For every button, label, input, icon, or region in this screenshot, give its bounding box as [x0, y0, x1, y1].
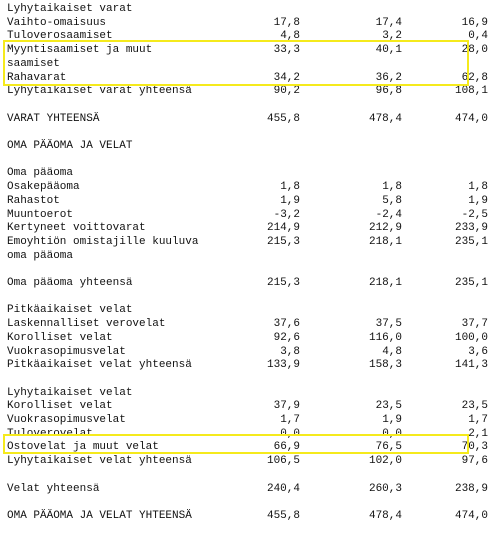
row-label: Osakepääoma: [7, 181, 80, 194]
value-cell: 1,7: [280, 414, 300, 426]
table-row: [0, 469, 495, 482]
value-cell: 0,0: [382, 427, 402, 440]
value-cell: 37,7: [461, 318, 488, 331]
value-cell: 1,9: [382, 414, 402, 426]
row-label: saamiset: [7, 57, 60, 70]
table-row: [0, 99, 495, 112]
value-cell: 33,3: [273, 44, 300, 57]
row-label: Kertyneet voittovarat: [7, 222, 146, 235]
value-cell: 215,3: [266, 235, 300, 248]
table-row: [0, 496, 495, 509]
value-cell: -2,5: [461, 208, 488, 221]
table-row: [0, 17, 495, 30]
value-cell: 37,6: [273, 318, 300, 331]
value-cell: 92,6: [273, 331, 300, 344]
value-cell: 235,1: [454, 277, 488, 289]
table-row: [0, 373, 495, 386]
value-cell: 1,8: [382, 181, 402, 194]
table-row: [0, 359, 495, 372]
table-row: [0, 250, 495, 263]
value-cell: 0,0: [280, 427, 300, 440]
table-row: [0, 318, 495, 331]
value-cell: 2,1: [468, 427, 488, 440]
value-cell: 40,1: [375, 44, 402, 57]
row-label: Lyhytaikaiset velat: [7, 386, 133, 399]
value-cell: 106,5: [266, 455, 300, 468]
value-cell: 212,9: [368, 222, 402, 235]
table-row: [0, 387, 495, 400]
row-label: Tuloverovelat: [7, 427, 93, 440]
table-row: [0, 414, 495, 427]
value-cell: 478,4: [368, 509, 402, 522]
row-label: Rahavarat: [7, 71, 67, 84]
value-cell: 4,8: [382, 345, 402, 358]
row-label: Oma pääoma yhteensä: [7, 277, 133, 289]
value-cell: 1,7: [468, 414, 488, 426]
row-label: Lyhytaikaiset varat: [7, 3, 133, 15]
row-label: Pitkäaikaiset velat yhteensä: [7, 359, 192, 372]
row-label: Lyhytaikaiset velat yhteensä: [7, 455, 192, 468]
table-row: [0, 304, 495, 317]
value-cell: 1,8: [468, 181, 488, 194]
row-label: VARAT YHTEENSÄ: [7, 112, 100, 125]
value-cell: 17,8: [273, 16, 300, 29]
row-label: Rahastot: [7, 194, 60, 207]
value-cell: 1,9: [468, 194, 488, 207]
value-cell: 16,9: [461, 16, 488, 29]
value-cell: 37,9: [273, 400, 300, 413]
value-cell: 5,8: [382, 194, 402, 207]
row-label: Vuokrasopimusvelat: [7, 345, 126, 358]
row-label: Korolliset velat: [7, 331, 113, 344]
value-cell: 238,9: [454, 482, 488, 495]
value-cell: 37,5: [375, 318, 402, 331]
value-cell: 3,8: [280, 345, 300, 358]
table-row: [0, 222, 495, 235]
value-cell: 260,3: [368, 482, 402, 495]
value-cell: 1,8: [280, 181, 300, 194]
value-cell: 235,1: [454, 235, 488, 248]
row-label: OMA PÄÄOMA JA VELAT YHTEENSÄ: [7, 509, 192, 522]
table-row: [0, 72, 495, 85]
table-row: [0, 263, 495, 276]
table-row: [0, 346, 495, 359]
value-cell: 158,3: [368, 359, 402, 372]
value-cell: 36,2: [375, 71, 402, 84]
table-row: [0, 167, 495, 180]
table-row: [0, 3, 495, 16]
table-row: [0, 455, 495, 468]
row-label: Muuntoerot: [7, 208, 74, 221]
table-row: [0, 209, 495, 222]
value-cell: 215,3: [266, 277, 300, 289]
value-cell: 214,9: [266, 222, 300, 235]
value-cell: 66,9: [273, 441, 300, 454]
table-row: [0, 113, 495, 126]
table-row: [0, 85, 495, 98]
value-cell: 3,2: [382, 30, 402, 43]
value-cell: 141,3: [454, 359, 488, 372]
value-cell: 62,8: [461, 71, 488, 84]
row-label: Tuloverosaamiset: [7, 30, 113, 43]
row-label: Pitkäaikaiset velat: [7, 304, 133, 317]
row-label: Emoyhtiön omistajille kuuluva: [7, 235, 199, 248]
value-cell: 478,4: [368, 112, 402, 125]
value-cell: 23,5: [461, 400, 488, 413]
table-row: [0, 332, 495, 345]
row-label: Korolliset velat: [7, 400, 113, 413]
table-row: [0, 126, 495, 139]
table-row: [0, 510, 495, 523]
row-label: Myyntisaamiset ja muut: [7, 44, 153, 57]
table-row: [0, 154, 495, 167]
value-cell: 97,6: [461, 455, 488, 468]
value-cell: 70,3: [461, 441, 488, 454]
row-label: Ostovelat ja muut velat: [7, 441, 159, 454]
table-row: [0, 483, 495, 496]
value-cell: 240,4: [266, 482, 300, 495]
row-label: Laskennalliset verovelat: [7, 318, 166, 331]
value-cell: 23,5: [375, 400, 402, 413]
row-label: Vaihto-omaisuus: [7, 16, 107, 29]
value-cell: 0,4: [468, 30, 488, 43]
row-label: Vuokrasopimusvelat: [7, 414, 126, 426]
value-cell: 218,1: [368, 277, 402, 289]
table-row: [0, 428, 495, 441]
value-cell: 100,0: [454, 331, 488, 344]
table-row: [0, 58, 495, 71]
value-cell: 76,5: [375, 441, 402, 454]
value-cell: 455,8: [266, 509, 300, 522]
value-cell: 96,8: [375, 85, 402, 98]
table-row: [0, 400, 495, 413]
value-cell: 133,9: [266, 359, 300, 372]
value-cell: 102,0: [368, 455, 402, 468]
row-label: Lyhytaikaiset varat yhteensä: [7, 85, 192, 98]
value-cell: 28,0: [461, 44, 488, 57]
value-cell: 4,8: [280, 30, 300, 43]
value-cell: 1,9: [280, 194, 300, 207]
table-row: [0, 30, 495, 43]
value-cell: 233,9: [454, 222, 488, 235]
value-cell: 34,2: [273, 71, 300, 84]
value-cell: 218,1: [368, 235, 402, 248]
value-cell: 108,1: [454, 85, 488, 98]
row-label: Oma pääoma: [7, 167, 74, 180]
table-row: [0, 195, 495, 208]
value-cell: 17,4: [375, 16, 402, 29]
value-cell: 116,0: [368, 331, 402, 344]
table-row: [0, 277, 495, 290]
table-row: [0, 181, 495, 194]
table-row: [0, 44, 495, 57]
row-label: Velat yhteensä: [7, 482, 100, 495]
value-cell: 3,6: [468, 345, 488, 358]
value-cell: -3,2: [273, 208, 300, 221]
value-cell: 474,0: [454, 509, 488, 522]
row-label: oma pääoma: [7, 249, 74, 262]
table-row: [0, 236, 495, 249]
value-cell: 90,2: [273, 85, 300, 98]
value-cell: -2,4: [375, 208, 402, 221]
table-row: [0, 441, 495, 454]
table-row: [0, 140, 495, 153]
value-cell: 455,8: [266, 112, 300, 125]
table-row: [0, 291, 495, 304]
value-cell: 474,0: [454, 112, 488, 125]
row-label: OMA PÄÄOMA JA VELAT: [7, 140, 133, 152]
